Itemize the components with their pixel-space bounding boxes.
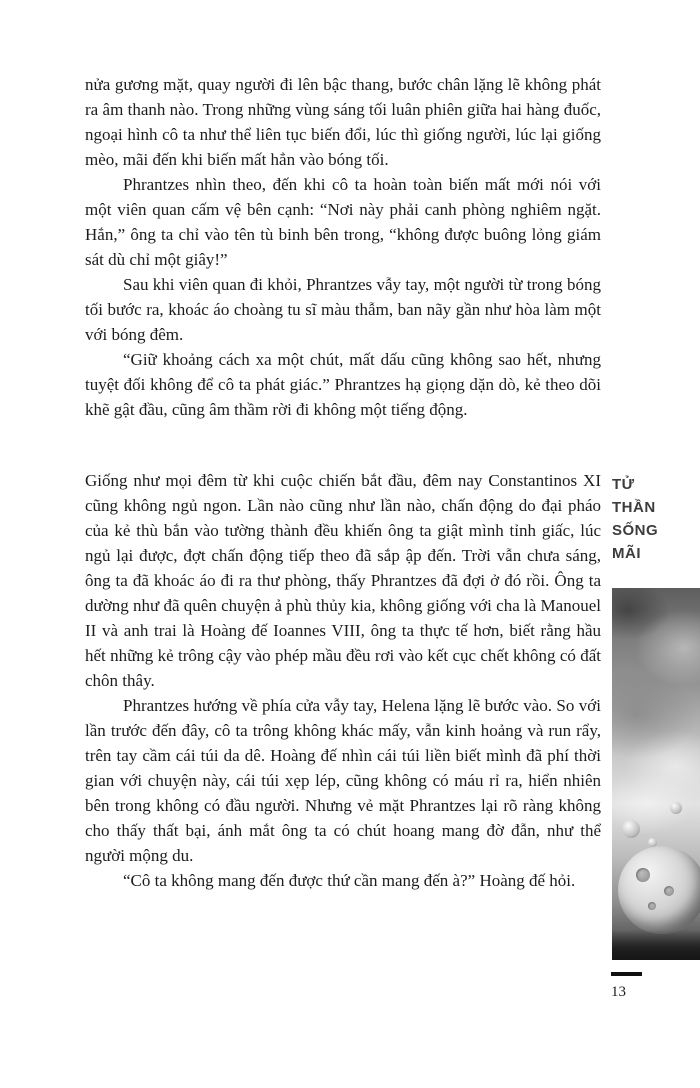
running-title-word: THẦN [612,499,656,516]
footer-rule [611,972,642,976]
paragraph-section-start: Giống như mọi đêm từ khi cuộc chiến bắt đầu, đêm nay Constantinos XI cũng không ngủ ngon. Lần nào cũng như lần nào, chấn động do đại pháo của kẻ thù bắn vào tường thành đều khiến ông ta giật mình tỉnh giấc, lúc ngủ lại được, đợt chấn động tiếp theo đã sắp ập đến. Trời vẫn chưa sáng, ông ta đã khoác áo đi ra thư phòng, thấy Phrantzes đã đợi ở đó rồi. Ông ta dường như đã quên chuyện ả phù thủy kia, không giống với cha là Manouel II và anh trai là Hoàng đế Ioannes VIII, ông ta thực tế hơn, biết rằng hầu hết những kẻ trông cậy vào phép mầu đều rơi vào kết cục chết không có đất chôn thây. [85,471,601,690]
small-planet-sphere [622,820,640,838]
running-title-word: TỬ [612,476,635,493]
page-number: 13 [611,984,626,1000]
moon-illustration [618,846,700,934]
paragraph: “Giữ khoảng cách xa một chút, mất dấu cũng không sao hết, nhưng tuyệt đối không để cô ta phát giác.” Phrantzes hạ giọng dặn dò, kẻ theo dõi khẽ gật đầu, cũng âm thầm rời đi không một tiếng động. [85,350,601,419]
moon-crater [648,902,656,910]
running-title [612,473,692,565]
moon-crater [664,886,674,896]
small-planet-sphere [670,802,682,814]
horizon-silhouette [612,930,700,960]
decorative-space-illustration [612,588,700,960]
paragraph: Phrantzes hướng về phía cửa vẫy tay, Helena lặng lẽ bước vào. So với lần trước đến đây, cô ta trông không khác mấy, vẫn kinh hoảng và run rẩy, trên tay cầm cái túi da dê. Hoàng đế nhìn cái túi liền biết mình đã phí thời gian với chuyện này, cái túi xẹp lép, cũng không có máu rỉ ra, hiển nhiên bên trong không có đầu người. Nhưng vẻ mặt Phrantzes lại rõ ràng không cho thấy thất bại, ánh mắt ông ta có chút hoang mang đờ đẫn, như thể người mộng du. [85,696,601,865]
paragraph-continuation: nửa gương mặt, quay người đi lên bậc thang, bước chân lặng lẽ không phát ra âm thanh nào. Trong những vùng sáng tối luân phiên giữa hai hàng đuốc, ngoại hình cô ta như thể liên tục biến đổi, lúc thì giống người, lúc lại giống mèo, mãi đến khi biến mất hẳn vào bóng tối. [85,75,601,169]
running-title-word: MÃI [612,545,641,562]
paragraph: “Cô ta không mang đến được thứ cần mang đến à?” Hoàng đế hỏi. [123,871,576,890]
body-text-column [85,72,601,893]
paragraph: Phrantzes nhìn theo, đến khi cô ta hoàn toàn biến mất mới nói với một viên quan cấm vệ bên cạnh: “Nơi này phải canh phòng nghiêm ngặt. Hắn,” ông ta chỉ vào tên tù binh bên trong, “không được buông lỏng giám sát dù chỉ một giây!” [85,175,601,269]
moon-crater [636,868,650,882]
running-title-word: SỐNG [612,522,659,539]
paragraph: Sau khi viên quan đi khỏi, Phrantzes vẫy tay, một người từ trong bóng tối bước ra, khoác áo choàng tu sĩ màu thẫm, ban nãy gần như hòa làm một với bóng đêm. [85,275,601,344]
